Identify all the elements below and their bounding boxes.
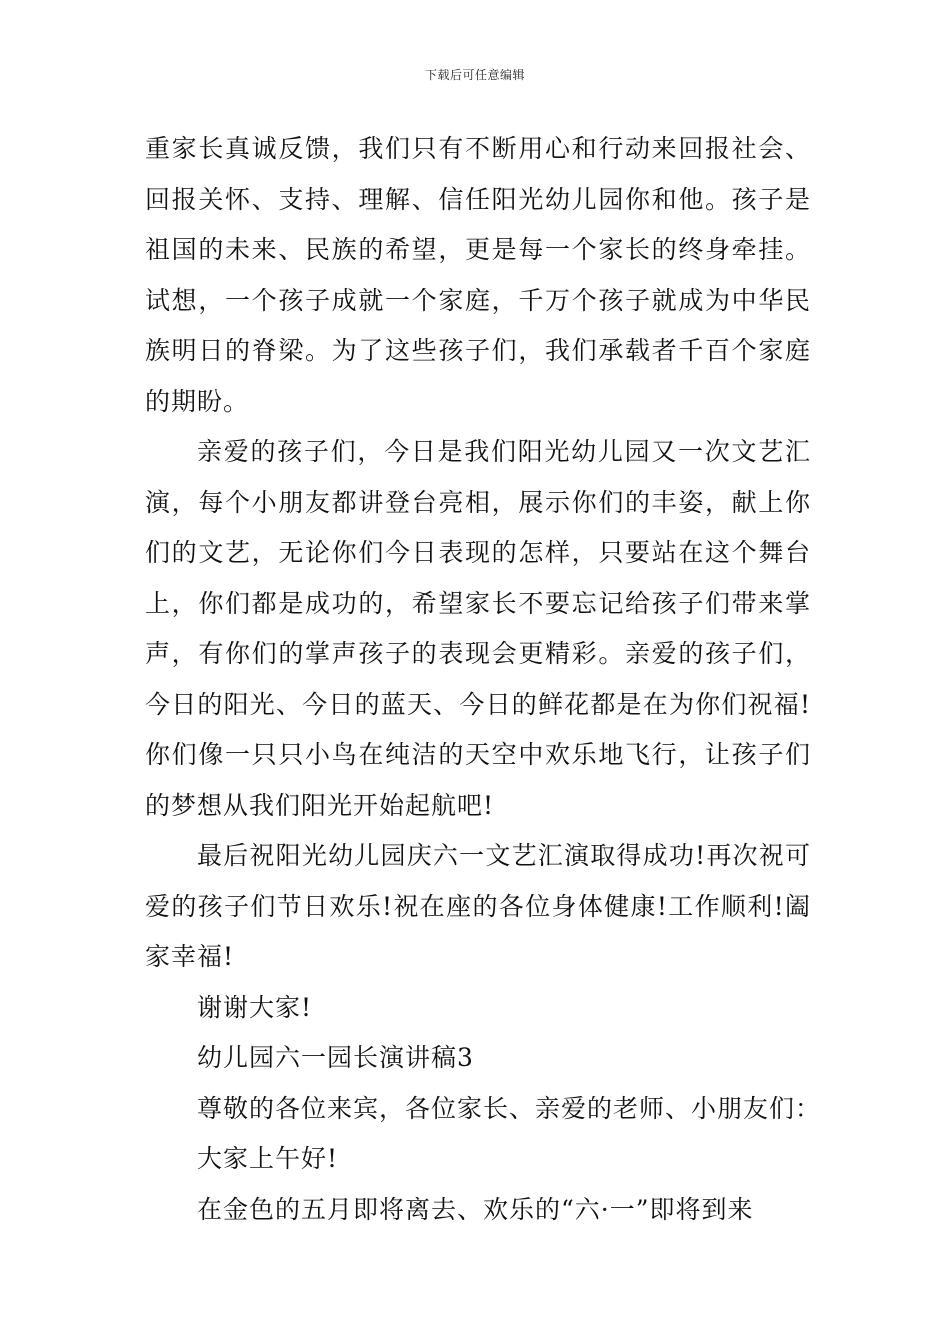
paragraph-2: 亲爱的孩子们，今日是我们阳光幼儿园又一次文艺汇演，每个小朋友都讲登台亮相，展示你们的丰姿，献上你们的文艺，无论你们今日表现的怎样，只要站在这个舞台上，你们都是成功的，希望家长不要忘记给孩子们带来掌声，有你们的掌声孩子的表现会更精彩。亲爱的孩子们，今日的阳光、今日的蓝天、今日的鲜花都是在为你们祝福!你们像一只只小鸟在纯洁的天空中欢乐地飞行，让孩子们的梦想从我们阳光开始起航吧! xyxy=(145,437,811,820)
thanks-line: 谢谢大家! xyxy=(197,992,313,1022)
paragraph-3: 最后祝阳光幼儿园庆六一文艺汇演取得成功!再次祝可爱的孩子们节日欢乐!祝在座的各位身体健康!工作顺利!阖家幸福! xyxy=(145,841,811,971)
greeting-line: 大家上午好! xyxy=(197,1144,339,1173)
section-title: 幼儿园六一园长演讲稿3 xyxy=(197,1043,474,1072)
page-header: 下载后可任意编辑 xyxy=(424,68,525,82)
opening-line: 在金色的五月即将离去、欢乐的“六·一”即将到来 xyxy=(197,1194,754,1224)
paragraph-1: 重家长真诚反馈，我们只有不断用心和行动来回报社会、回报关怀、支持、理解、信任阳光幼儿园你和他。孩子是祖国的未来、民族的希望，更是每一个家长的终身牵挂。试想，一个孩子成就一个家庭，千万个孩子就成为中华民族明日的脊梁。为了这些孩子们，我们承载者千百个家庭的期盼。 xyxy=(145,134,811,416)
document-body xyxy=(145,124,822,1235)
salutation-line: 尊敬的各位来宾，各位家长、亲爱的老师、小朋友们： xyxy=(197,1093,822,1123)
